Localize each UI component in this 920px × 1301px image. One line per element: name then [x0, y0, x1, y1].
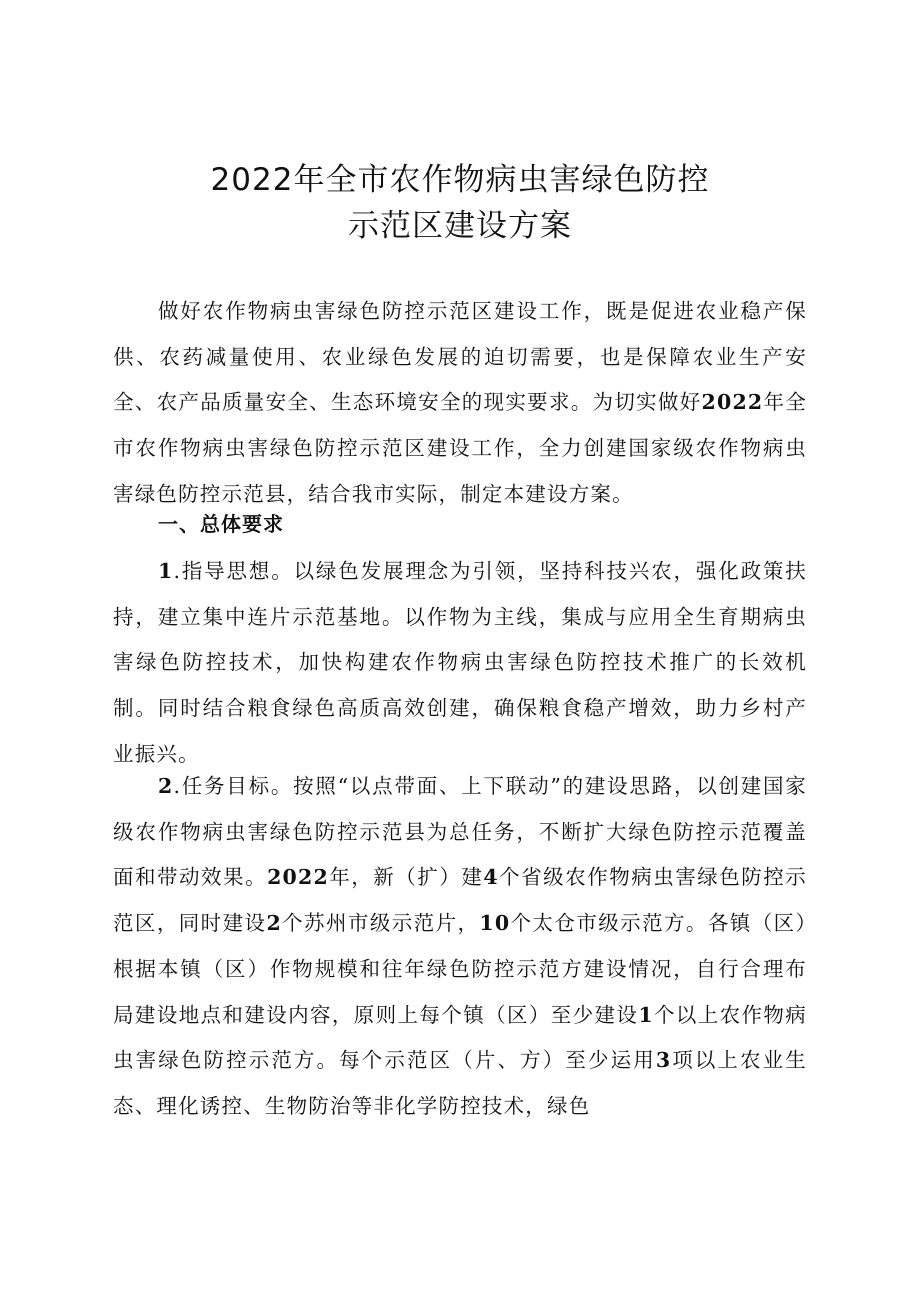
item-2-text-part-2: 年，新（扩）建 [328, 865, 484, 890]
item-2-count-1: 1 [638, 1002, 654, 1027]
item-task-objectives [113, 764, 807, 1130]
section-heading-overall-requirements: 一、总体要求 [158, 512, 284, 536]
item-2-text-part-4: 个苏州市级示范片， [281, 911, 480, 936]
item-2-text-part-6: 个以上农作物病虫害绿色防控示范方。每个示范区（片、方）至少运用 [113, 1002, 807, 1073]
item-2-count-10: 10 [479, 911, 511, 936]
item-2-count-2: 2 [266, 911, 282, 936]
document-title-line-2: 示范区建设方案 [348, 208, 572, 244]
item-number-2: 2 [158, 774, 174, 798]
item-2-count-3: 3 [655, 1048, 672, 1073]
item-2-text-part-5: 个太仓市级示范方。各镇（区）根据本镇（区）作物规模和往年绿色防控示范方建设情况，自行合理布局建设地点和建设内容，原则上每个镇（区）至少建设 [113, 911, 807, 1027]
item-number-1: 1 [158, 559, 174, 583]
intro-paragraph [113, 289, 807, 518]
intro-year: 2022 [701, 390, 764, 415]
item-guiding-ideology [113, 549, 807, 778]
intro-text-part-1: 做好农作物病虫害绿色防控示范区建设工作，既是促进农业稳产保供、农药减量使用、农业绿色发展的迫切需要，也是保障农业生产安全、农产品质量安全、生态环境安全的现实要求。为切实做好 [113, 299, 807, 415]
item-2-text-part-3: 个省级农作物病虫害绿色防控示范区，同时建设 [113, 865, 807, 936]
item-2-year: 2022 [267, 865, 329, 890]
item-2-text-part-1: .任务目标。按照“以点带面、上下联动”的建设思路，以创建国家级农作物病虫害绿色防控示范县为总任务，不断扩大绿色防控示范覆盖面和带动效果。 [113, 774, 807, 890]
item-2-text-part-7: 项以上农业生态、理化诱控、生物防治等非化学防控技术，绿色 [113, 1048, 807, 1118]
document-title-line-1: 2022年全市农作物病虫害绿色防控 [210, 162, 710, 198]
item-2-count-4: 4 [483, 865, 499, 890]
item-1-text: .指导思想。以绿色发展理念为引领，坚持科技兴农，强化政策扶持，建立集中连片示范基地。以作物为主线，集成与应用全生育期病虫害绿色防控技术，加快构建农作物病虫害绿色防控技术推广的长效机制。同时结合粮食绿色高质高效创建，确保粮食稳产增效，助力乡村产业振兴。 [113, 559, 807, 766]
intro-text-part-2: 年全市农作物病虫害绿色防控示范区建设工作，全力创建国家级农作物病虫害绿色防控示范县，结合我市实际，制定本建设方案。 [113, 390, 807, 506]
